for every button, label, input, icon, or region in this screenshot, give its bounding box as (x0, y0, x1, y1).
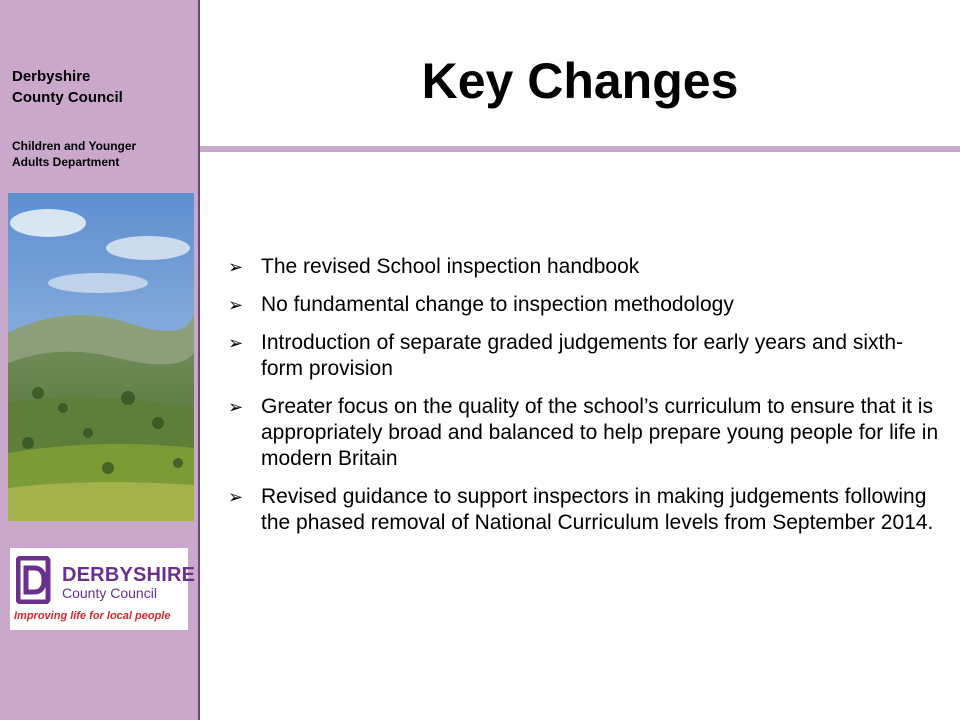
department-name: Children and Younger Adults Department (12, 139, 137, 169)
logo-tagline: Improving life for local people (14, 610, 171, 622)
arrow-bullet-icon: ➢ (228, 397, 244, 417)
list-item (228, 394, 943, 472)
logo-title: DERBYSHIRE (62, 564, 196, 586)
sidebar (0, 0, 200, 720)
list-item (228, 484, 943, 536)
bullet-text: Revised guidance to support inspectors in making judgements following the phased removal of National Curriculum levels from September 2014. (261, 485, 934, 534)
bullet-text: The revised School inspection handbook (261, 255, 640, 278)
organisation-name: Derbyshire County Council (12, 68, 123, 106)
arrow-bullet-icon: ➢ (228, 487, 244, 507)
logo-subtitle: County Council (62, 585, 157, 601)
title-divider (200, 146, 960, 152)
bullet-text: Greater focus on the quality of the school’s curriculum to ensure that it is appropriately broad and balanced to help prepare young people for life in modern Britain (261, 395, 939, 470)
bullet-list (228, 254, 943, 548)
list-item (228, 330, 943, 382)
arrow-bullet-icon: ➢ (228, 295, 244, 315)
arrow-bullet-icon: ➢ (228, 333, 244, 353)
list-item (228, 254, 943, 280)
arrow-bullet-icon: ➢ (228, 257, 244, 277)
council-logo (10, 548, 196, 630)
landscape-photo-icon (8, 193, 194, 521)
bullet-text: No fundamental change to inspection methodology (261, 293, 734, 316)
slide-title: Key Changes (421, 53, 739, 109)
list-item (228, 292, 943, 318)
derbyshire-logo-icon (16, 556, 56, 604)
bullet-text: Introduction of separate graded judgements for early years and sixth-form provision (261, 331, 904, 380)
